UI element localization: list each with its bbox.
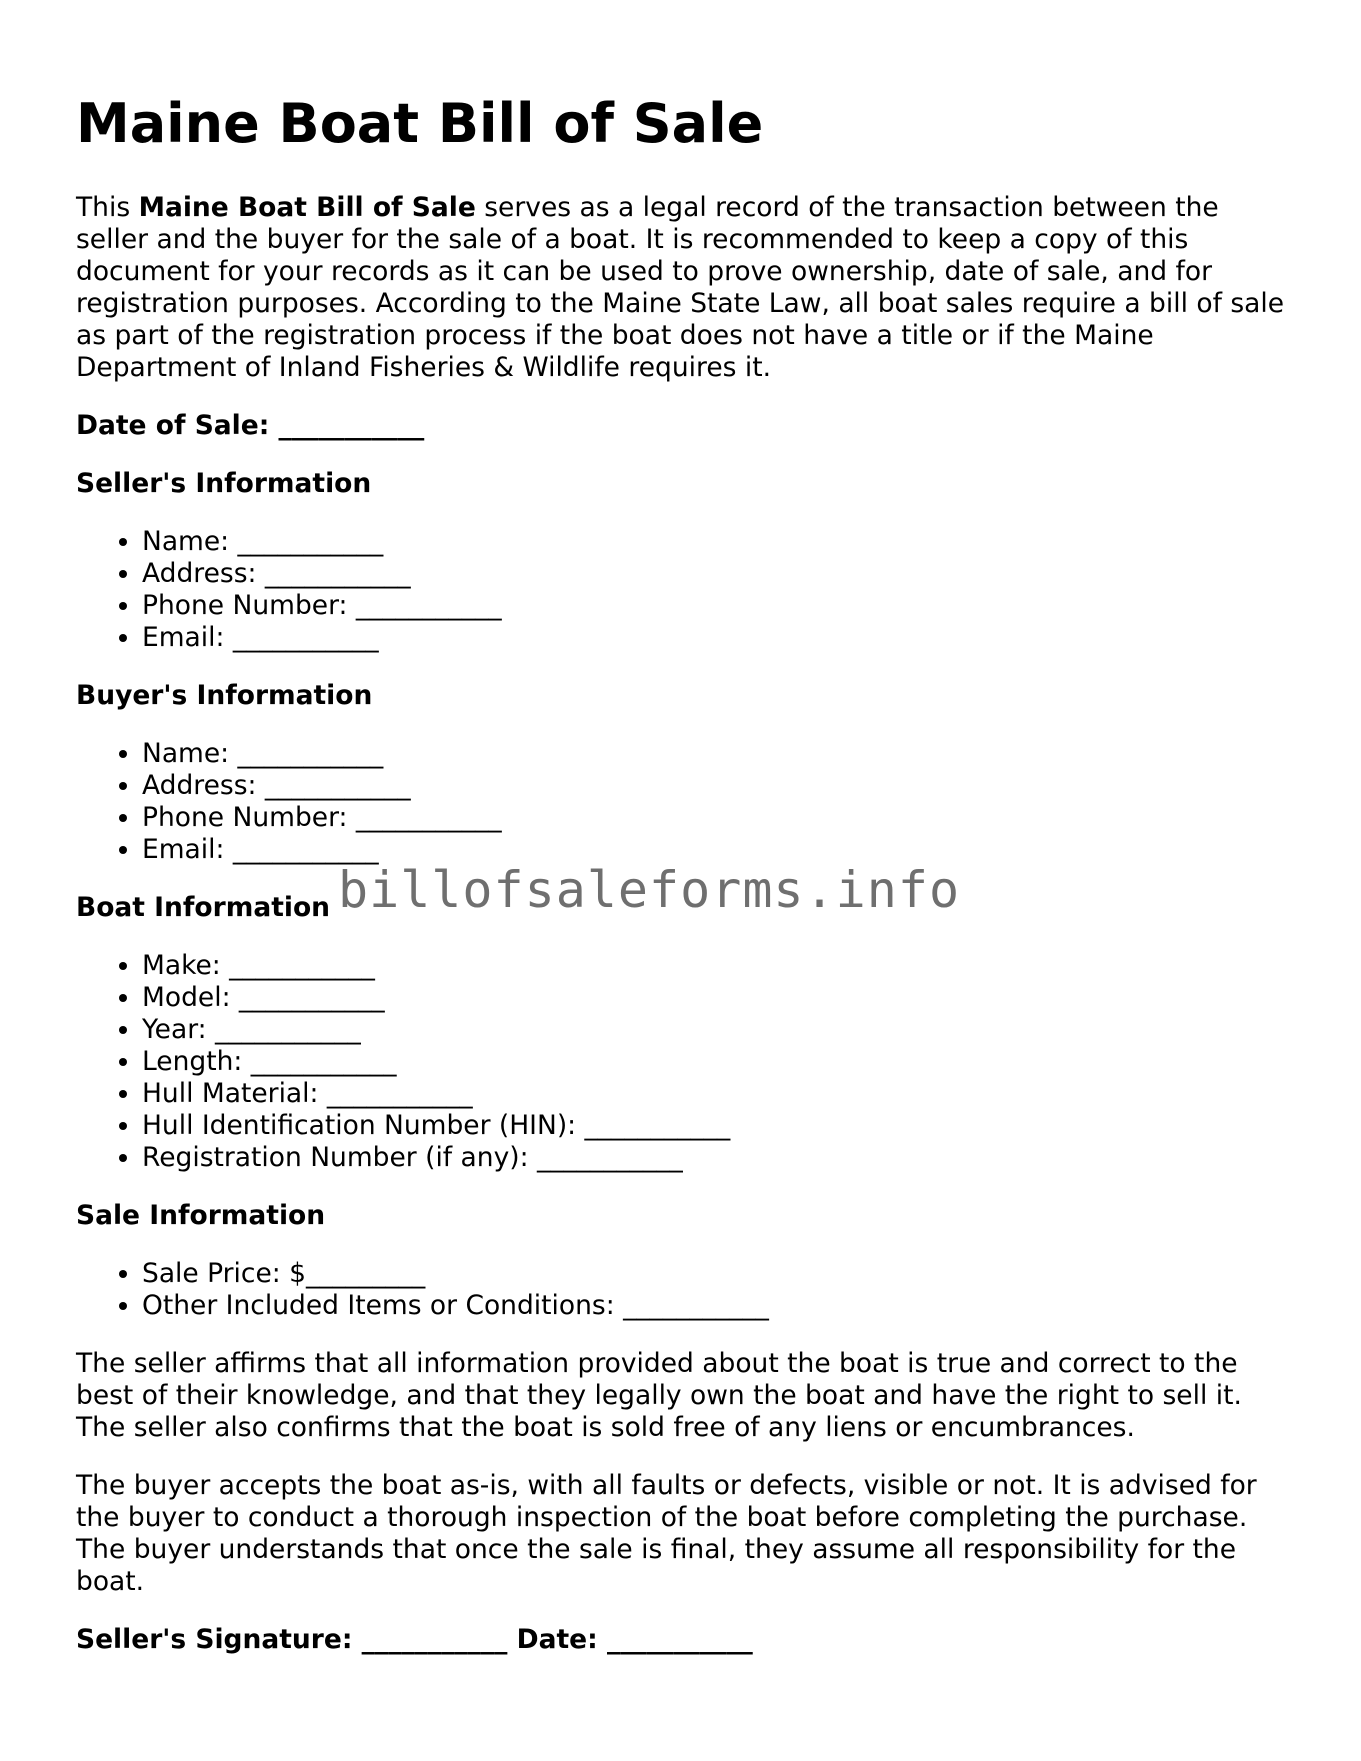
seller-phone-field: • Phone Number: ___________ [142,590,1296,622]
buyer-address-field: • Address: ___________ [142,770,1296,802]
boat-make-field: • Make: ___________ [142,950,1296,982]
buyer-list [76,738,1296,866]
sale-price-field: • Sale Price: $_________ [142,1258,1296,1290]
boat-hin-field: • Hull Identification Number (HIN): ___________ [142,1110,1296,1142]
boat-year-field: • Year: ___________ [142,1014,1296,1046]
boat-length-field: • Length: ___________ [142,1046,1296,1078]
boat-hull-material-field: • Hull Material: ___________ [142,1078,1296,1110]
document-title: Maine Boat Bill of Sale [76,92,764,155]
seller-affirmation-paragraph: The seller affirms that all information provided about the boat is true and correct to the best of their knowledge, and that they legally own the boat and have the right to sell it. The seller also confirms that the boat is sold free of any liens or encumbrances. [76,1348,1242,1443]
watermark-text: billofsaleforms.info [338,861,961,919]
signature-line: Seller's Signature: ___________ Date: ___________ [76,1624,753,1655]
buyer-phone-field: • Phone Number: ___________ [142,802,1296,834]
intro-bold-title: Maine Boat Bill of Sale [138,192,476,223]
sale-other-items-field: • Other Included Items or Conditions: ___________ [142,1290,1296,1322]
sale-list [76,1258,1296,1322]
buyer-name-field: • Name: ___________ [142,738,1296,770]
intro-prefix: This [76,192,139,223]
seller-address-field: • Address: ___________ [142,558,1296,590]
date-of-sale: Date of Sale: ___________ [76,410,425,441]
boat-list [76,950,1296,1174]
buyer-email-field: • Email: ___________ [142,834,1296,866]
buyer-heading: Buyer's Information [76,680,373,711]
sale-heading: Sale Information [76,1200,326,1231]
boat-heading: Boat Information [76,892,331,923]
seller-heading: Seller's Information [76,468,372,499]
buyer-acceptance-paragraph: The buyer accepts the boat as-is, with all faults or defects, visible or not. It is advised for the buyer to conduct a thorough inspection of the boat before completing the purchase. The buyer understands that once the sale is final, they assume all responsibility for the boat. [76,1470,1257,1597]
boat-registration-field: • Registration Number (if any): ___________ [142,1142,1296,1174]
intro-paragraph [76,192,1296,384]
intro-rest: serves as a legal record of the transaction between the seller and the buyer for the sale of a boat. It is recommended to keep a copy of this document for your records as it can be used to prove ownership, date of sale, and for registration purposes. According to the Maine State Law, all boat sales require a bill of sale as part of the registration process if the boat does not have a title or if the Maine Department of Inland Fisheries & Wildlife requires it. [76,192,1285,383]
seller-email-field: • Email: ___________ [142,622,1296,654]
seller-list [76,526,1296,654]
seller-name-field: • Name: ___________ [142,526,1296,558]
boat-model-field: • Model: ___________ [142,982,1296,1014]
